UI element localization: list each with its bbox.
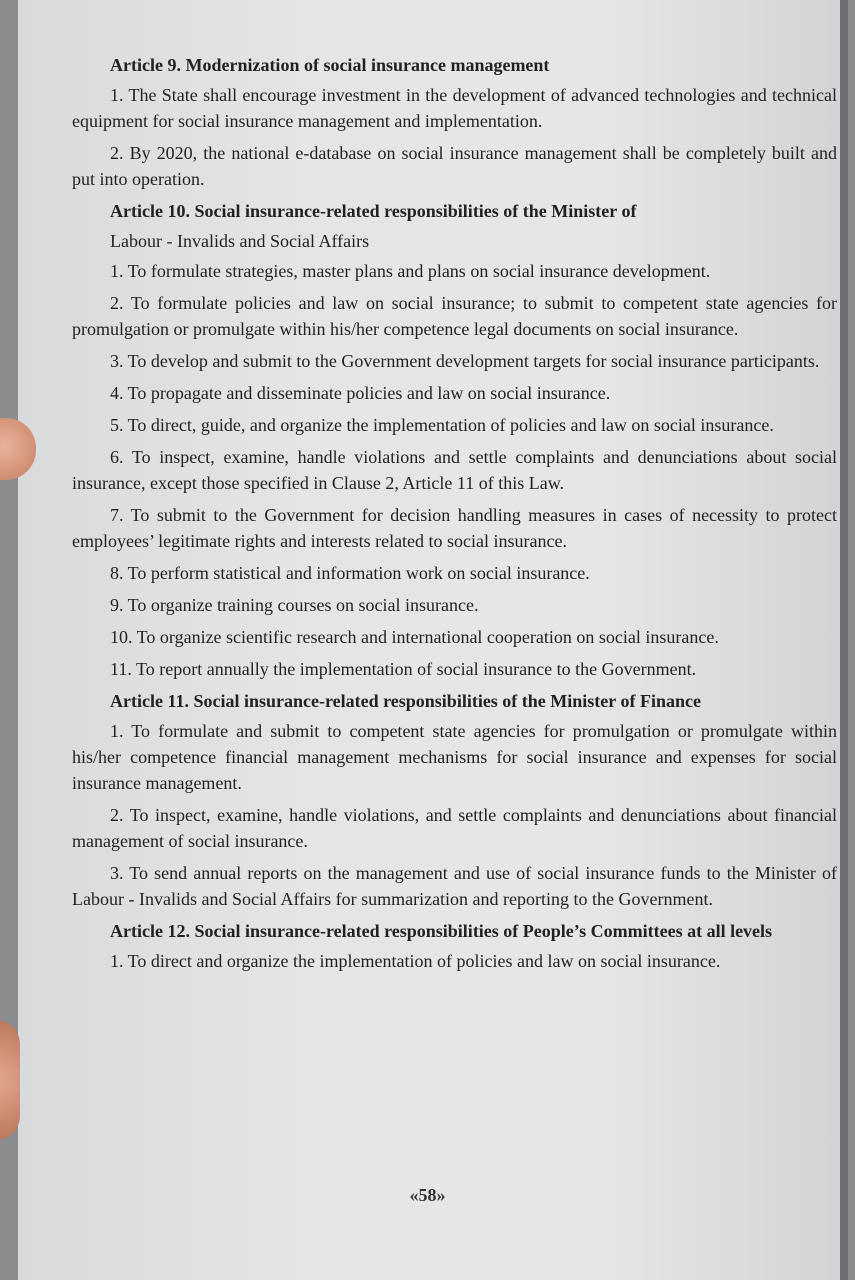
article-11-item-1: 1. To formulate and submit to competent state agencies for promulgation or promulgate within his/her competence financial management mechanisms for social insurance and expenses for social insurance management. [72,721,837,793]
article-10-item-8: 8. To perform statistical and information work on social insurance. [110,563,590,583]
article-10-item-10: 10. To organize scientific research and international cooperation on social insurance. [110,627,719,647]
article-10-item-2: 2. To formulate policies and law on social insurance; to submit to competent state agencies for promulgation or promulgate within his/her competence legal documents on social insurance. [72,293,837,339]
article-10-item-6: 6. To inspect, examine, handle violations and settle complaints and denunciations about social insurance, except those specified in Clause 2, Article 11 of this Law. [72,447,837,493]
article-12-item-1: 1. To direct and organize the implementation of policies and law on social insurance. [110,951,721,971]
article-9-item-2: 2. By 2020, the national e-database on social insurance management shall be completely built and put into operation. [72,143,837,189]
article-10-heading-cont: Labour - Invalids and Social Affairs [110,231,370,251]
article-11-item-2: 2. To inspect, examine, handle violations, and settle complaints and denunciations about financial management of social insurance. [72,805,837,851]
article-10-item-7: 7. To submit to the Government for decision handling measures in cases of necessity to protect employees’ legitimate rights and interests related to social insurance. [72,505,837,551]
article-10-item-5: 5. To direct, guide, and organize the implementation of policies and law on social insurance. [110,415,774,435]
article-10-item-9: 9. To organize training courses on social insurance. [110,595,479,615]
finger [0,1020,20,1140]
article-9-item-1: 1. The State shall encourage investment in the development of advanced technologies and technical equipment for social insurance management and implementation. [72,85,837,131]
article-10-item-3: 3. To develop and submit to the Government development targets for social insurance participants. [110,351,820,371]
article-9-heading: Article 9. Modernization of social insurance management [110,55,550,75]
article-11-item-3: 3. To send annual reports on the management and use of social insurance funds to the Minister of Labour - Invalids and Social Affairs for summarization and reporting to the Government. [72,863,837,909]
article-11-heading: Article 11. Social insurance-related responsibilities of the Minister of Finance [110,691,701,711]
page-number: «58» [409,1185,446,1205]
article-10-item-4: 4. To propagate and disseminate policies and law on social insurance. [110,383,611,403]
book-spine [840,0,848,1280]
article-10-item-11: 11. To report annually the implementation of social insurance to the Government. [110,659,697,679]
article-12-heading: Article 12. Social insurance-related responsibilities of People’s Committees at all levels [110,921,773,941]
page-content [72,52,837,980]
article-10-heading: Article 10. Social insurance-related responsibilities of the Minister of [110,201,637,221]
article-10-item-1: 1. To formulate strategies, master plans and plans on social insurance development. [110,261,711,281]
